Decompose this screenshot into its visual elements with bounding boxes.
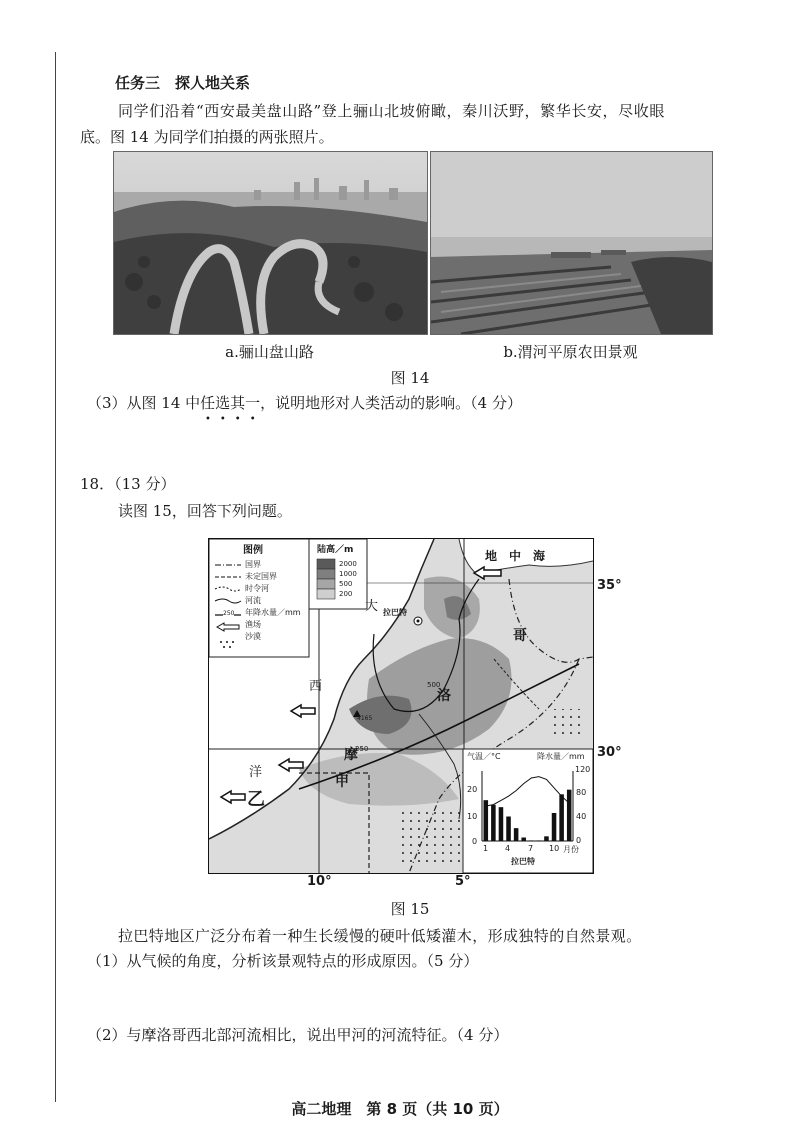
- caption-a: a.骊山盘山路: [225, 343, 314, 361]
- precip-bar-month-11: [559, 794, 564, 841]
- label-isoline-500: 500: [427, 681, 441, 689]
- question-18-instruction: 读图 15，回答下列问题。: [118, 502, 292, 520]
- legend-item: 国界: [245, 560, 261, 569]
- tick-x-10: 10: [549, 844, 560, 853]
- precip-bar-month-12: [567, 790, 572, 841]
- tick-right-80: 80: [576, 788, 587, 797]
- label-yi: 乙: [247, 789, 265, 810]
- elevation-level: 1000: [339, 570, 357, 578]
- label-country-3: 哥: [513, 628, 527, 644]
- precip-bar-month-2: [491, 805, 496, 841]
- label-isoline-250: 250: [355, 745, 369, 753]
- label-ocean-2: 西: [309, 679, 323, 694]
- label-ocean-1: 大: [365, 599, 379, 614]
- elevation-levels: [339, 559, 357, 599]
- precip-bar-month-9: [544, 836, 549, 841]
- caption-b: b.渭河平原农田景观: [503, 343, 638, 361]
- legend-item: 时令河: [245, 584, 269, 593]
- text-after-map: 拉巴特地区广泛分布着一种生长缓慢的硬叶低矮灌木，形成独特的自然景观。: [118, 927, 642, 945]
- chart-station: 拉巴特: [511, 857, 535, 866]
- tick-right-120: 120: [575, 765, 591, 774]
- chart-precip-label: 降水量／mm: [537, 752, 585, 761]
- question-18-number: 18．（13 分）: [80, 475, 176, 493]
- margin-line: [55, 52, 56, 1102]
- label-lat-35: 35°: [597, 578, 622, 593]
- task-heading: 任务三 探人地关系: [115, 74, 251, 92]
- precip-bar-month-6: [521, 838, 526, 842]
- legend-title: 图例: [243, 545, 263, 556]
- label-jia: 甲: [335, 774, 349, 790]
- elevation-level: 2000: [339, 560, 357, 568]
- legend-item: 年降水量／mm: [245, 608, 301, 617]
- legend-item: 未定国界: [245, 572, 277, 581]
- legend-item: 渔场: [245, 620, 261, 629]
- tick-left-10: 10: [467, 812, 478, 821]
- precip-bar-month-3: [499, 807, 504, 841]
- tick-x-4: 4: [505, 844, 511, 853]
- label-city: 拉巴特: [383, 608, 407, 617]
- precip-bar-month-1: [484, 800, 489, 841]
- question-1: （1）从气候的角度，分析该景观特点的形成原因。（5 分）: [87, 952, 479, 970]
- label-country-2: 洛: [437, 688, 451, 704]
- label-peak: 4165: [357, 715, 373, 722]
- photo-lishan-road: [113, 151, 428, 335]
- tick-right-40: 40: [576, 812, 587, 821]
- tick-right-0: 0: [576, 836, 582, 845]
- figure15-map: [208, 538, 594, 874]
- photo-weihe-plain: [430, 151, 713, 335]
- precip-bar-month-4: [506, 817, 511, 842]
- precip-bar-month-5: [514, 828, 519, 841]
- tick-left-20: 20: [467, 785, 478, 794]
- label-country-1: 摩: [344, 747, 358, 763]
- label-ocean-3: 洋: [249, 765, 263, 780]
- legend-item: 沙漠: [245, 632, 261, 641]
- tick-x-1: 1: [483, 844, 489, 853]
- tick-left-0: 0: [472, 837, 478, 846]
- legend-item: 河流: [245, 596, 261, 605]
- question-2: （2）与摩洛哥西北部河流相比，说出甲河的河流特征。（4 分）: [87, 1026, 509, 1044]
- precip-bar-month-10: [552, 813, 557, 841]
- figure14-label: 图 14: [390, 369, 430, 387]
- elevation-level: 500: [339, 580, 353, 588]
- chart-temp-label: 气温／°C: [467, 752, 501, 761]
- chart-x-unit: 月份: [563, 845, 579, 854]
- legend-items: [245, 559, 301, 643]
- label-sea: 地 中 海: [485, 549, 546, 563]
- emphasis-dots: ••••: [205, 414, 265, 425]
- intro-line-1: 同学们沿着“西安最美盘山路”登上骊山北坡俯瞰，秦川沃野，繁华长安，尽收眼: [118, 102, 665, 120]
- tick-x-7: 7: [528, 844, 534, 853]
- precip-bar-month-8: [537, 840, 542, 841]
- label-lon-10: 10°: [307, 874, 332, 889]
- intro-line-2: 底。图 14 为同学们拍摄的两张照片。: [80, 128, 334, 146]
- label-lat-30: 30°: [597, 745, 622, 760]
- elevation-title: 陆高／m: [317, 545, 354, 555]
- figure15-label: 图 15: [390, 900, 430, 918]
- page-footer: 高二地理 第 8 页（共 10 页）: [291, 1100, 509, 1118]
- elevation-level: 200: [339, 590, 353, 598]
- question-3: （3）从图 14 中任选其一，说明地形对人类活动的影响。（4 分）: [87, 394, 522, 412]
- legend-isoline-value: 250: [223, 610, 235, 617]
- label-lon-5: 5°: [455, 874, 471, 889]
- precip-bar-month-7: [529, 840, 534, 841]
